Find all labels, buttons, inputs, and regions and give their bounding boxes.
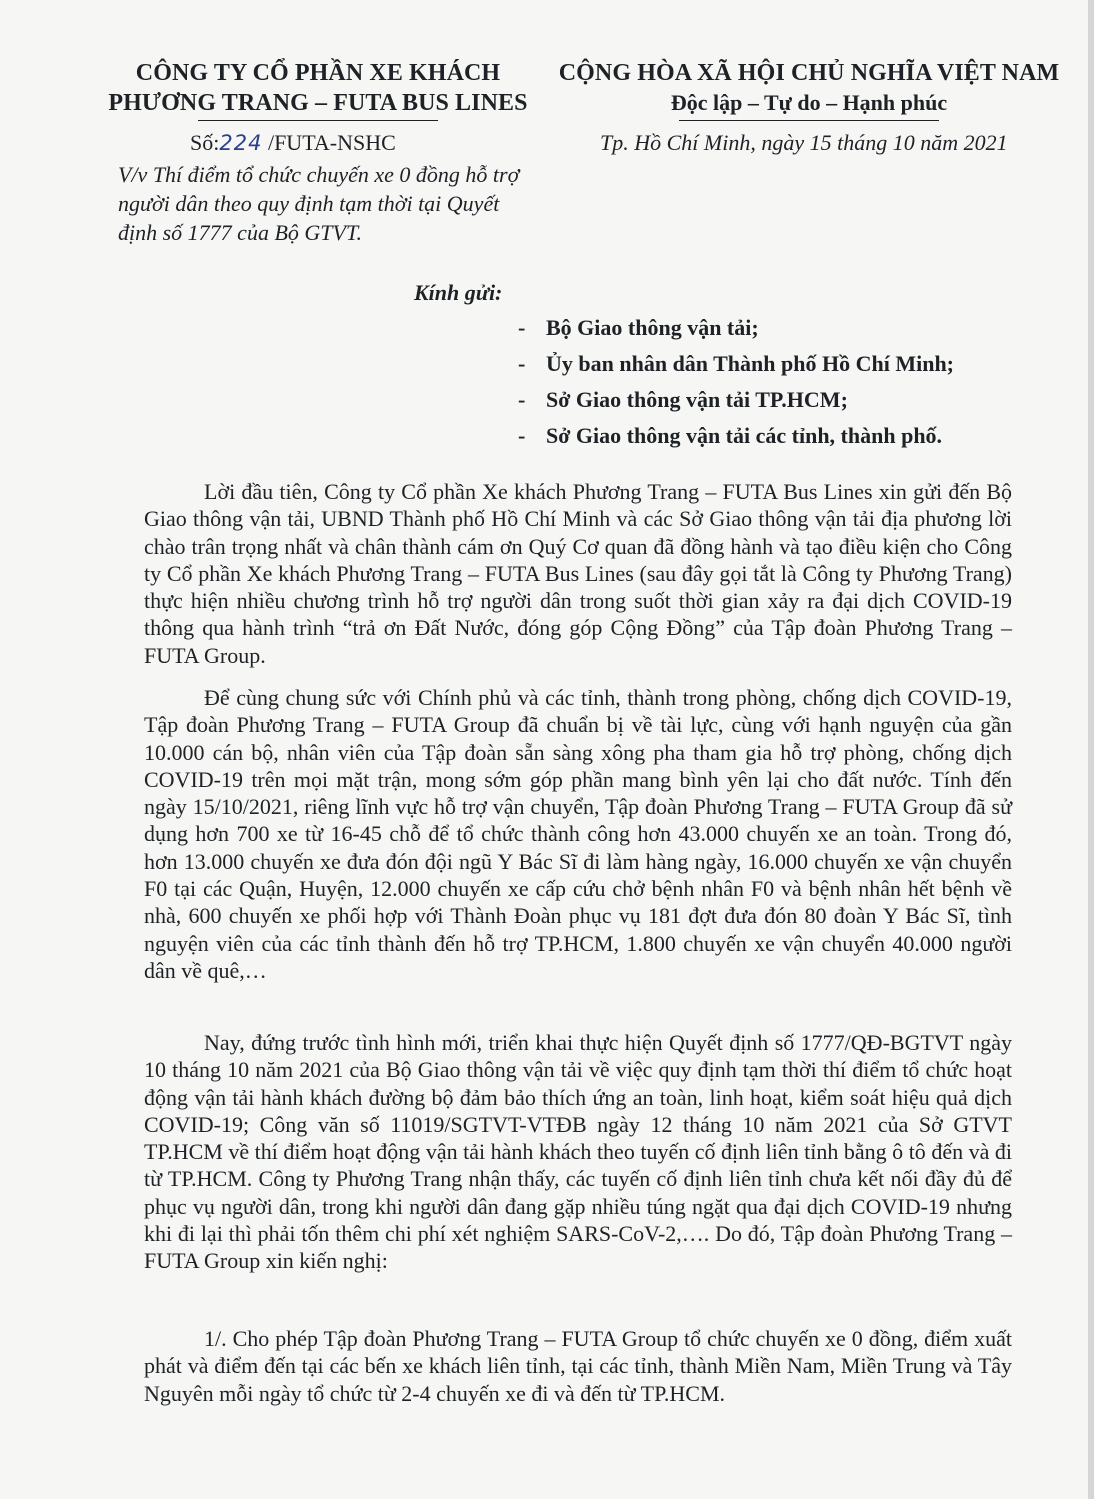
body-paragraph-1: Lời đầu tiên, Công ty Cổ phần Xe khách Phương Trang – FUTA Bus Lines xin gửi đến Bộ Giao thông vận tải, UBND Thành phố Hồ Chí Minh và các Sở Giao thông vận tải địa phương lời chào trân trọng nhất và chân thành cám ơn Quý Cơ quan đã đồng hành và tạo điều kiện cho Công ty Cổ phần Xe khách Phương Trang – FUTA Bus Lines (sau đây gọi tắt là Công ty Phương Trang) thực hiện nhiều chương trình hỗ trợ người dân trong suốt thời gian xảy ra đại dịch COVID-19 thông qua hành trình “trả ơn Đất Nước, đóng góp Cộng Đồng” của Tập đoàn Phương Trang – FUTA Group. <box>144 479 1012 668</box>
nation-title: CỘNG HÒA XÃ HỘI CHỦ NGHĨA VIỆT NAM <box>558 60 1060 86</box>
list-dash: - <box>518 423 526 448</box>
recipient-item <box>518 382 954 418</box>
company-name-line1: CÔNG TY CỔ PHẦN XE KHÁCH <box>135 60 501 86</box>
list-dash: - <box>518 351 526 376</box>
national-header <box>556 58 1062 121</box>
doc-number-prefix: Số: <box>190 130 220 155</box>
body-paragraph-3: Nay, đứng trước tình hình mới, triển khai thực hiện Quyết định số 1777/QĐ-BGTVT ngày 10 tháng 10 năm 2021 của Bộ Giao thông vận tải về việc quy định tạm thời thí điểm tổ chức hoạt động vận tải hành khách đường bộ đảm bảo thích ứng an toàn, linh hoạt, kiểm soát hiệu quả dịch COVID-19; Công văn số 11019/SGTVT-VTĐB ngày 12 tháng 10 năm 2021 của Sở GTVT TP.HCM về thí điểm hoạt động vận tải hành khách theo tuyến cố định liên tỉnh bằng ô tô đến và đi từ TP.HCM. Công ty Phương Trang nhận thấy, các tuyến cố định liên tỉnh chưa kết nối đầy đủ để phục vụ người dân, trong khi người dân đang gặp nhiều túng ngặt qua đại dịch COVID-19 nhưng khi đi lại thì phải tốn thêm chi phí xét nghiệm SARS-CoV-2,…. Do đó, Tập đoàn Phương Trang – FUTA Group xin kiến nghị: <box>144 1030 1012 1274</box>
motto-underline <box>679 120 939 121</box>
company-header <box>98 58 538 121</box>
handwritten-number: 224 <box>219 131 263 155</box>
nation-motto: Độc lập – Tự do – Hạnh phúc <box>670 90 948 115</box>
doc-number-suffix: /FUTA-NSHC <box>262 130 396 155</box>
page-edge <box>1088 0 1094 1499</box>
greeting: Kính gửi: <box>414 280 503 305</box>
body-paragraph-2: Để cùng chung sức với Chính phủ và các tỉnh, thành trong phòng, chống dịch COVID-19, Tập đoàn Phương Trang – FUTA Group đã chuẩn bị về tài lực, cùng với hạnh nguyện của gần 10.000 cán bộ, nhân viên của Tập đoàn sẵn sàng xông pha tham gia hỗ trợ phòng, chống dịch COVID-19 trên mọi mặt trận, mong sớm góp phần mang bình yên lại cho đất nước. Tính đến ngày 15/10/2021, riêng lĩnh vực hỗ trợ vận chuyển, Tập đoàn Phương Trang – FUTA Group đã sử dụng hơn 700 xe từ 16-45 chỗ để tổ chức thành công hơn 43.000 chuyến xe an toàn. Trong đó, hơn 13.000 chuyến xe đưa đón đội ngũ Y Bác Sĩ đi làm hàng ngày, 16.000 chuyến xe vận chuyển F0 tại các Quận, Huyện, 12.000 chuyến xe cấp cứu chở bệnh nhân F0 và bệnh nhân hết bệnh về nhà, 600 chuyến xe phối hợp với Thành Đoàn phục vụ 181 đợt đưa đón 80 đoàn Y Bác Sĩ, tình nguyện viên của các tỉnh thành đến hỗ trợ TP.HCM, 1.800 chuyến xe vận chuyển 40.000 người dân về quê,… <box>144 685 1012 983</box>
list-dash: - <box>518 315 526 340</box>
document-number <box>190 128 396 158</box>
body-paragraph-4: 1/. Cho phép Tập đoàn Phương Trang – FUTA Group tổ chức chuyến xe 0 đồng, điểm xuất phát và điểm đến tại các bến xe khách liên tỉnh, tại các tỉnh, thành Miền Nam, Miền Trung và Tây Nguyên mỗi ngày tổ chức từ 2-4 chuyến xe đi và đến từ TP.HCM. <box>144 1326 1012 1406</box>
recipient-label: Sở Giao thông vận tải các tỉnh, thành phố. <box>546 423 943 448</box>
recipient-item <box>518 346 954 382</box>
place-date: Tp. Hồ Chí Minh, ngày 15 tháng 10 năm 2021 <box>600 130 1008 155</box>
company-name-line2: PHƯƠNG TRANG – FUTA BUS LINES <box>108 90 528 116</box>
subject-line: V/v Thí điểm tổ chức chuyến xe 0 đồng hỗ trợ người dân theo quy định tạm thời tại Quyết định số 1777 của Bộ GTVT. <box>118 162 520 245</box>
list-dash: - <box>518 387 526 412</box>
company-underline <box>198 120 438 121</box>
recipient-list <box>518 310 954 454</box>
recipient-label: Bộ Giao thông vận tải; <box>546 315 759 340</box>
recipient-item <box>518 418 954 454</box>
recipient-item <box>518 310 954 346</box>
recipient-label: Sở Giao thông vận tải TP.HCM; <box>546 387 848 412</box>
recipient-label: Ủy ban nhân dân Thành phố Hồ Chí Minh; <box>546 351 955 376</box>
